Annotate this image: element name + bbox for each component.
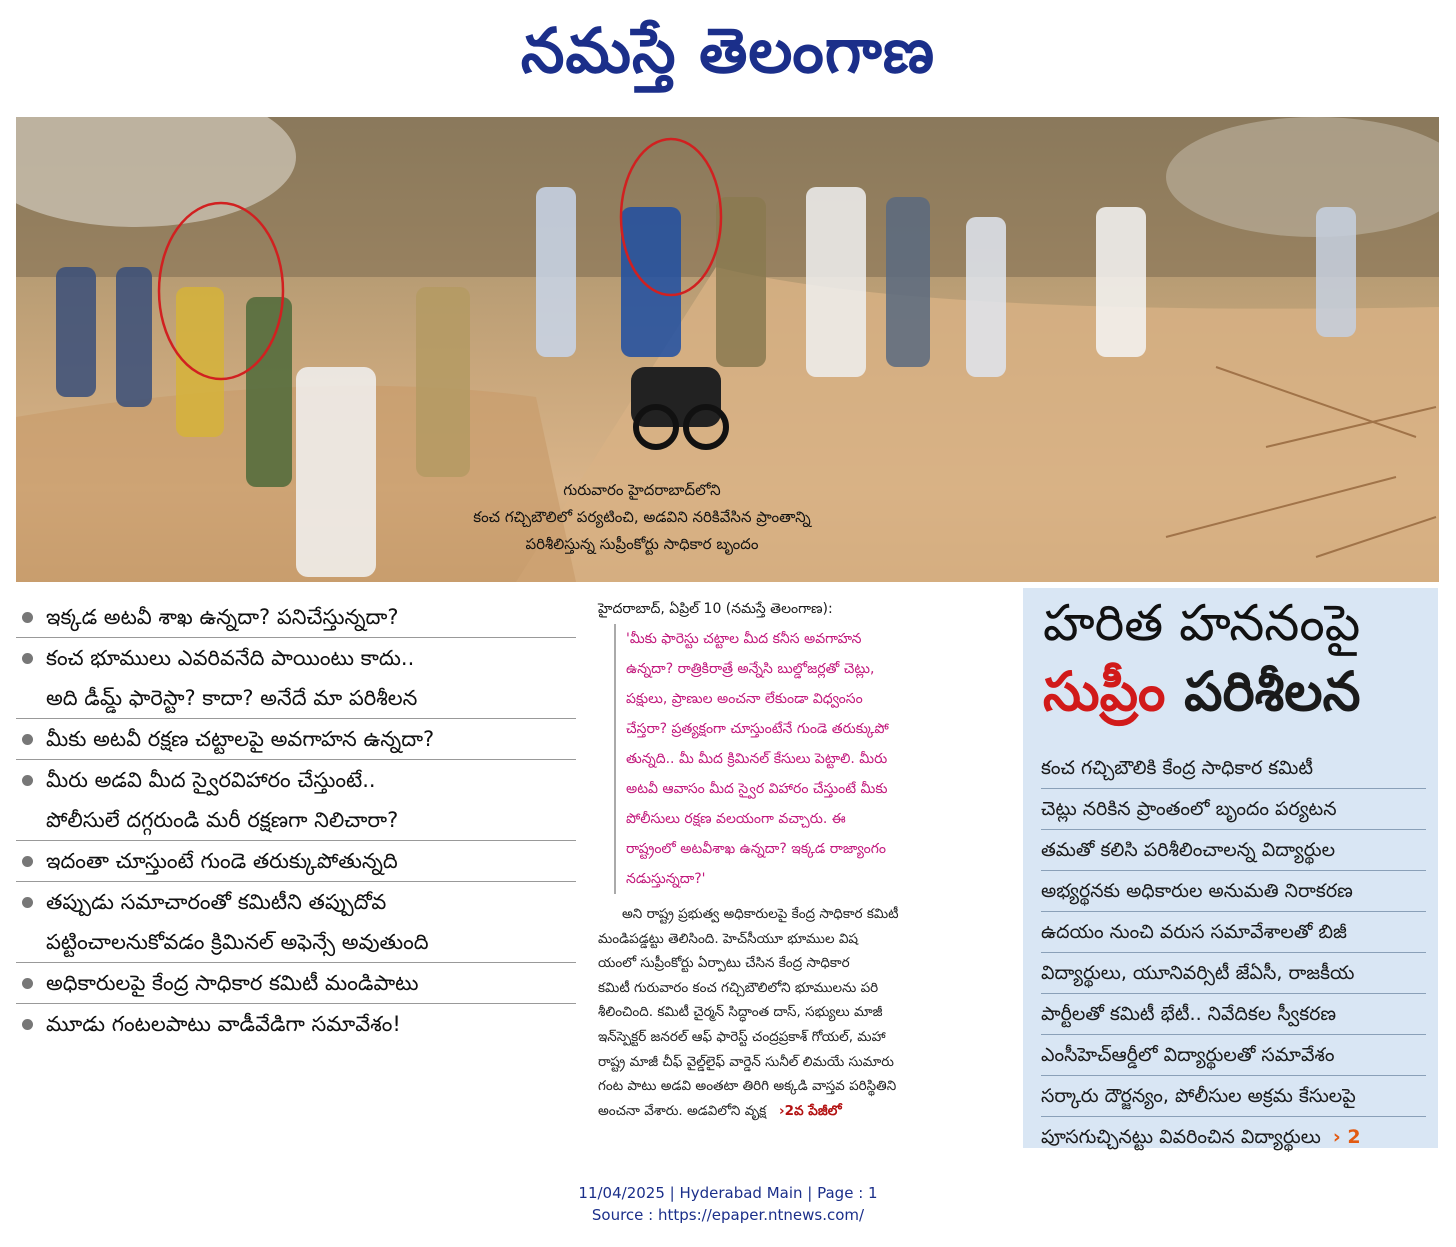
news-photo	[16, 117, 1439, 582]
bullet-list	[16, 597, 576, 1044]
bullet-dot-icon	[22, 734, 33, 745]
sidebar-box	[1023, 588, 1438, 1148]
bullet-item	[16, 882, 576, 963]
sidebar-item-text: పూసగుచ్చినట్టు వివరించిన విద్యార్థులు	[1041, 1126, 1321, 1148]
bullet-dot-icon	[22, 978, 33, 989]
body-line: గంట పాటు అడవి అంతటా తిరిగి అక్కడి వాస్తవ పరిస్థితిని	[598, 1078, 897, 1095]
sidebar-item	[1041, 1117, 1426, 1157]
story-body	[598, 902, 1008, 1123]
body-line: మండిపడ్డట్టు తెలిసింది. హెచ్‌సీయూ భూముల విష	[598, 930, 859, 947]
news-story	[598, 598, 1008, 1123]
quote-line: అటవీ ఆవాసం మీద స్వైర విహారం చేస్తుంటే మీకు	[626, 781, 888, 797]
footer-edition: 11/04/2025 | Hyderabad Main | Page : 1	[578, 1184, 878, 1202]
sidebar-headline-2	[1043, 660, 1361, 737]
story-quote	[614, 624, 1008, 894]
bullet-text: పట్టించాలనుకోవడం క్రిమినల్ అఫెన్సే అవుతుంది	[46, 930, 429, 954]
sidebar-item: విద్యార్థులు, యూనివర్సిటీ జేఏసీ, రాజకీయ	[1041, 953, 1426, 994]
continued-link[interactable]: ›2వ పేజీలో	[779, 1102, 842, 1119]
quote-line: తున్నది.. మీ మీద క్రిమినల్ కేసులు పెట్టాలి. మీరు	[626, 751, 888, 767]
sidebar-item: చెట్లు నరికిన ప్రాంతంలో బృందం పర్యటన	[1041, 789, 1426, 830]
quote-line: నడుస్తున్నదా?'	[626, 871, 706, 887]
bullet-text: ఇదంతా చూస్తుంటే గుండె తరుక్కుపోతున్నది	[46, 849, 398, 873]
quote-line: చేస్తరా? ప్రత్యక్షంగా చూస్తుంటేనే గుండె తరుక్కుపో	[626, 721, 889, 737]
bullet-text: ఇక్కడ అటవీ శాఖ ఉన్నదా? పనిచేస్తున్నదా?	[46, 605, 399, 629]
quote-line: రాష్ట్రంలో అటవీశాఖ ఉన్నదా? ఇక్కడ రాజ్యాంగం	[626, 841, 886, 857]
body-line-text: అంచనా వేశారు. అడవిలోని వృక్ష	[598, 1102, 767, 1119]
sidebar-item: పార్టీలతో కమిటీ భేటీ.. నివేదికల స్వీకరణ	[1041, 994, 1426, 1035]
bullet-text: పోలీసులే దగ్గరుండి మరీ రక్షణగా నిలిచారా?	[46, 808, 399, 832]
bullet-item	[16, 760, 576, 841]
sidebar-item: ఎంసీహెచ్ఆర్డీలో విద్యార్థులతో సమావేశం	[1041, 1035, 1426, 1076]
headline-rest: పరిశీలన	[1165, 660, 1361, 723]
bullet-text: మీకు అటవీ రక్షణ చట్టాలపై అవగాహన ఉన్నదా?	[46, 727, 435, 751]
sidebar-item: సర్కారు దౌర్జన్యం, పోలీసుల అక్రమ కేసులపై	[1041, 1076, 1426, 1117]
sidebar-headline: హరిత హననంపై	[1043, 594, 1361, 652]
quote-line: 'మీకు ఫారెస్టు చట్టాల మీద కనీస అవగాహన	[626, 631, 862, 647]
masthead	[0, 0, 1456, 110]
bullet-text: మీరు అడవి మీద స్వైరవిహారం చేస్తుంటే..	[46, 768, 376, 792]
body-line: శీలించింది. కమిటీ చైర్మన్ సిద్ధాంత దాస్, సభ్యులు మాజీ	[598, 1004, 883, 1021]
body-line: ఇన్‌స్పెక్టర్ జనరల్ ఆఫ్ ఫారెస్ట్ చంద్రప్రకాశ్ గోయల్, మహా	[598, 1028, 886, 1045]
sidebar-item: ఉదయం నుంచి వరుస సమావేశాలతో బిజీ	[1041, 912, 1426, 953]
headline-highlight: సుప్రీం	[1043, 660, 1166, 723]
quote-line: ఉన్నదా? రాత్రికిరాత్రే అన్నేసి బుల్డోజర్లతో చెట్లు,	[626, 661, 875, 677]
sidebar-item: అభ్యర్థనకు అధికారుల అనుమతి నిరాకరణ	[1041, 871, 1426, 912]
bullet-dot-icon	[22, 856, 33, 867]
bullet-item	[16, 841, 576, 882]
body-line	[598, 1099, 1008, 1124]
sidebar-item: తమతో కలిసి పరిశీలించాలన్న విద్యార్థుల	[1041, 830, 1426, 871]
bullet-text: అధికారులపై కేంద్ర సాధికార కమిటీ మండిపాటు	[46, 971, 419, 995]
bullet-item	[16, 1004, 576, 1044]
bullet-item	[16, 597, 576, 638]
page-ref-link[interactable]: › 2	[1332, 1126, 1361, 1148]
bullet-dot-icon	[22, 653, 33, 664]
photo-caption	[412, 477, 872, 558]
body-line: యంలో సుప్రీంకోర్టు ఏర్పాటు చేసిన కేంద్ర సాధికార	[598, 955, 850, 972]
bullet-text: కంచ భూములు ఎవరివనేది పాయింటు కాదు..	[46, 646, 415, 670]
bullet-text: అది డీమ్డ్ ఫారెస్టా? కాదా? అనేదే మా పరిశీలన	[46, 686, 418, 710]
bullet-dot-icon	[22, 775, 33, 786]
body-line: కమిటీ గురువారం కంచ గచ్చిబౌలిలోని భూములను పరి	[598, 979, 879, 996]
bullet-item	[16, 719, 576, 760]
bullet-text: తప్పుడు సమాచారంతో కమిటీని తప్పుదోవ	[46, 890, 387, 914]
quote-line: పక్షులు, ప్రాణుల అంచనా లేకుండా విధ్వంసం	[626, 691, 863, 707]
body-line: రాష్ట్ర మాజీ చీఫ్ వైల్డ్‌లైఫ్ వార్డెన్ సునీల్ లిమయే సుమారు	[598, 1053, 894, 1070]
sidebar-list	[1041, 748, 1426, 1157]
caption-line: గురువారం హైదరాబాద్‌లోని	[563, 481, 721, 499]
dateline: హైదరాబాద్, ఏప్రిల్ 10 (నమస్తే తెలంగాణ):	[598, 601, 833, 617]
newspaper-title: నమస్తే తెలంగాణ	[520, 14, 936, 87]
bullet-dot-icon	[22, 897, 33, 908]
caption-line: కంచ గచ్చిబౌలిలో పర్యటించి, అడవిని నరికివేసిన ప్రాంతాన్ని	[473, 508, 811, 526]
body-line: అని రాష్ట్ర ప్రభుత్వ అధికారులపై కేంద్ర సాధికార కమిటీ	[622, 906, 899, 922]
bullet-text: మూడు గంటలపాటు వాడీవేడిగా సమావేశం!	[46, 1012, 401, 1036]
bullet-item	[16, 638, 576, 719]
bullet-dot-icon	[22, 612, 33, 623]
sidebar-item: కంచ గచ్చిబౌలికి కేంద్ర సాధికార కమిటీ	[1041, 748, 1426, 789]
page-footer	[0, 1182, 1456, 1226]
bullet-item	[16, 963, 576, 1004]
footer-source[interactable]: Source : https://epaper.ntnews.com/	[591, 1206, 865, 1224]
caption-line: పరిశీలిస్తున్న సుప్రీంకోర్టు సాధికార బృందం	[525, 535, 759, 553]
bullet-dot-icon	[22, 1019, 33, 1030]
quote-line: పోలీసులు రక్షణ వలయంగా వచ్చారు. ఈ	[626, 811, 846, 827]
